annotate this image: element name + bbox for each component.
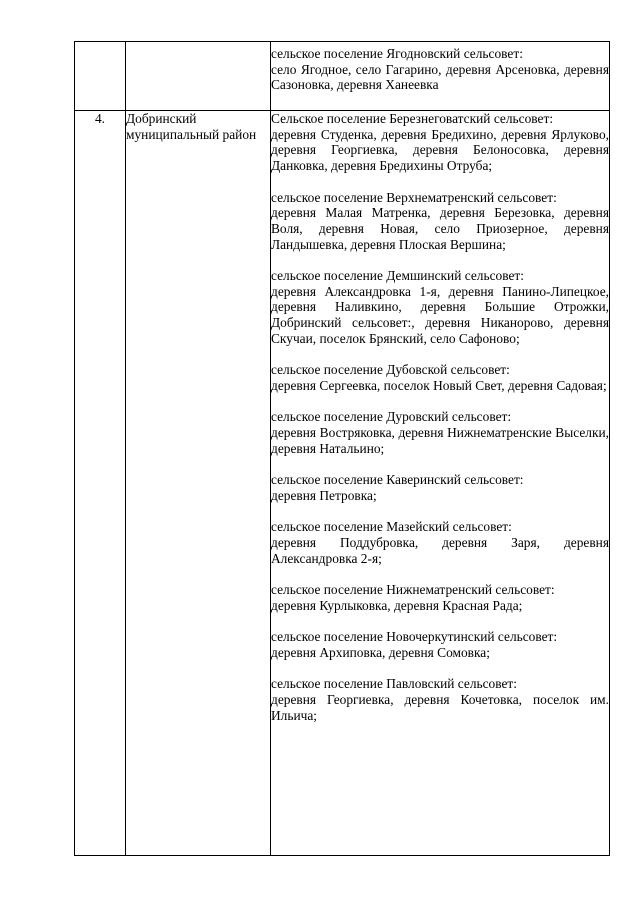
settlement-villages: деревня Востряковка, деревня Нижнематренские Выселки, деревня Натальино; — [271, 425, 609, 456]
settlement-name: сельское поселение Каверинский сельсовет: — [271, 472, 524, 488]
settlement-block — [271, 362, 609, 393]
table-row-4 — [75, 111, 610, 856]
settlement-name: сельское поселение Демшинский сельсовет: — [271, 268, 524, 283]
settlement-villages: деревня Петровка; — [271, 487, 377, 503]
settlements-table — [74, 41, 610, 856]
settlement-name: сельское поселение Дуровский сельсовет: — [271, 409, 512, 425]
settlement-villages: деревня Поддубровка, деревня Заря, деревня Александровка 2-я; — [271, 534, 609, 566]
settlement-block — [271, 409, 609, 456]
settlement-villages: деревня Студенка, деревня Бредихино, деревня Ярлуково, деревня Георгиевка, деревня Белоносовка, деревня Данковка, деревня Бредихины Отруба; — [271, 126, 609, 174]
settlement-block — [271, 268, 609, 347]
settlement-villages: деревня Малая Матренка, деревня Березовка, деревня Воля, деревня Новая, село Приозерное, деревня Ландышевка, деревня Плоская Вершина; — [271, 205, 609, 252]
settlement-villages: деревня Георгиевка, деревня Кочетовка, поселок им. Ильича; — [271, 691, 609, 723]
table-row-continuation — [75, 42, 610, 111]
settlement-villages: деревня Архиповка, деревня Сомовка; — [271, 644, 490, 660]
settlement-name: сельское поселение Мазейский сельсовет: — [271, 519, 512, 535]
settlement-name: сельское поселение Верхнематренский сельсовет: — [271, 189, 557, 205]
settlement-block — [271, 676, 609, 723]
row-number-cell: 4. — [75, 111, 126, 856]
district-cell — [126, 42, 271, 111]
settlement-block — [271, 582, 609, 613]
settlement-name: Сельское поселение Березнеговатский сельсовет: — [271, 111, 554, 126]
settlement-name: сельское поселение Новочеркутинский сельсовет: — [271, 629, 558, 645]
settlement-block — [271, 46, 609, 93]
settlement-block — [271, 472, 609, 503]
settlement-name: сельское поселение Павловский сельсовет: — [271, 676, 518, 692]
district-cell: Добринский муниципальный район — [126, 111, 271, 856]
settlement-villages: деревня Сергеевка, поселок Новый Свет, деревня Садовая; — [271, 377, 607, 393]
settlement-name: сельское поселение Ягодновский сельсовет: — [271, 46, 523, 61]
settlement-block — [271, 519, 609, 566]
settlement-block — [271, 190, 609, 253]
settlement-block — [271, 629, 609, 660]
settlement-name: сельское поселение Дубовской сельсовет: — [271, 362, 510, 378]
settlement-block — [271, 111, 609, 174]
settlement-name: сельское поселение Нижнематренский сельсовет: — [271, 581, 555, 597]
settlement-villages: село Ягодное, село Гагарино, деревня Арсеновка, деревня Сазоновка, деревня Ханеевка — [271, 61, 609, 93]
settlement-villages: деревня Курлыковка, деревня Красная Рада; — [271, 597, 523, 613]
settlements-cell — [271, 42, 610, 111]
settlement-villages: деревня Александровка 1-я, деревня Панино-Липецкое, деревня Наливкино, деревня Большие Отрожки, Добринский сельсовет:, деревня Никанорово, деревня Скучаи, поселок Брянский, село Сафоново; — [271, 283, 609, 346]
settlements-cell — [271, 111, 610, 856]
row-number-cell — [75, 42, 126, 111]
